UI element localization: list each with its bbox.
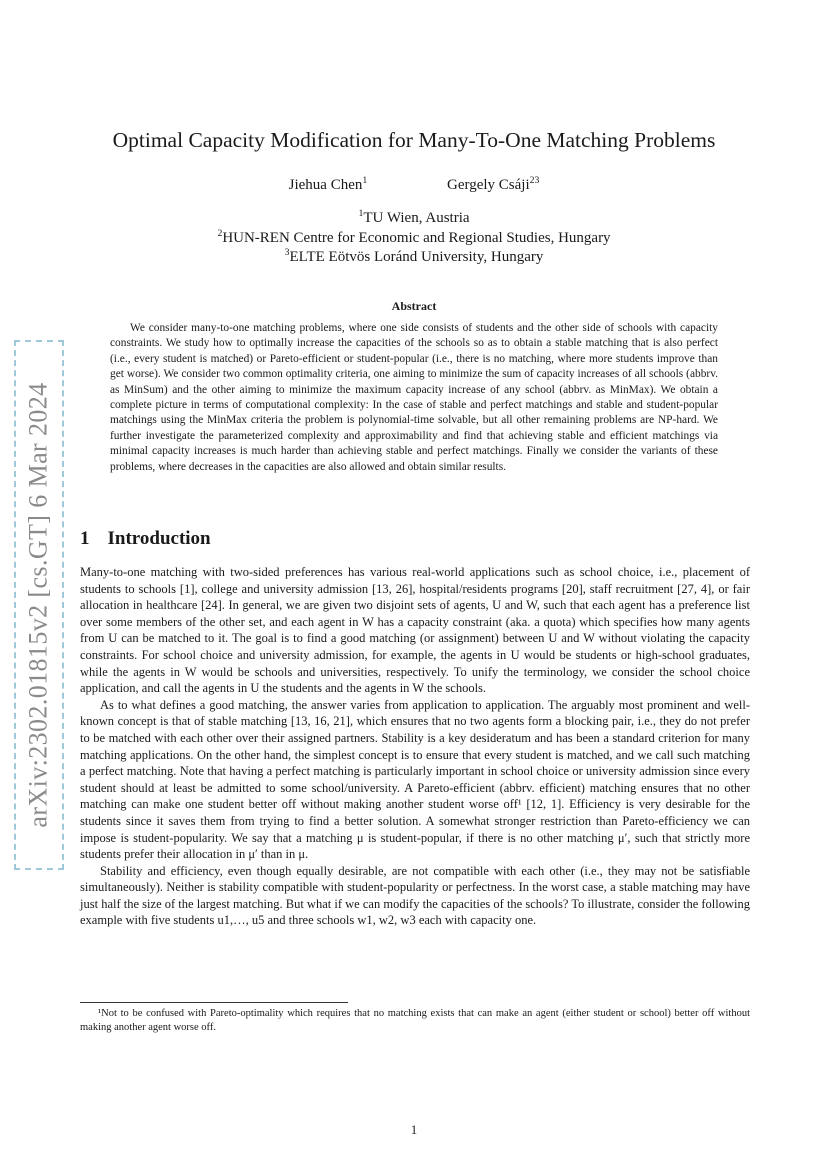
arxiv-side-stamp	[14, 340, 64, 870]
body-paragraph: As to what defines a good matching, the answer varies from application to application. The arguably most prominent and well-known concept is that of stable matching [13, 16, 21], which ensures that no two agents form a blocking pair, i.e., they do not prefer to be matched with each other over their assigned partners. Stability is a key desideratum and has been a standard criterion for many matching applications. On the other hand, the simplest concept is to ensure that every student is matched, and we call such matching a perfect matching. Note that having a perfect matching is particularly important in school choice or university admission since every student should at least be admitted to some school/university. A Pareto-efficient (abbrv. efficient) matching ensures that no other matching can make one student better off without making another student worse off¹ [12, 1]. Efficiency is very desirable for the students since it saves them from trying to find a better solution. A somewhat stronger restriction than Pareto-efficiency we can impose is student-popularity. We say that a matching μ is student-popular, if there is no other matching μ′, such that strictly more students prefer their allocation in μ′ than in μ.	[80, 697, 750, 862]
abstract-heading: Abstract	[391, 299, 437, 313]
author: Gergely Csáji$^{23}$	[446, 175, 540, 193]
section-title: Introduction	[107, 528, 211, 549]
section-number: 1	[80, 528, 90, 549]
affiliation: $^2$HUN-REN Centre for Economic and Regional Studies, Hungary	[217, 227, 611, 246]
affiliation-mark: 1	[362, 175, 368, 186]
page-number: 1	[410, 1123, 418, 1137]
section-body	[80, 564, 750, 929]
body-paragraph: Stability and efficiency, even though equally desirable, are not compatible with each other (i.e., they may not be satisfiable simultaneously). Neither is stability compatible with student-popularity or perfectness. In the worst case, a stable matching may have just half the size of the largest matching. But what if we can modify the capacities of the schools? To illustrate, consider the following example with five students u1,…, u5 and three schools w1, w2, w3 each with capacity one.	[80, 863, 750, 928]
abstract-text: We consider many-to-one matching problems, where one side consists of students and the other side of schools with capacity constraints. We study how to optimally increase the capacities of the schools so as to obtain a stable matching that is also perfect (i.e., every student is matched) or Pareto-efficient or student-popular (i.e., there is no matching, where more students improve than get worse). We consider two common optimality criteria, one aiming to minimize the sum of capacity increases of all schools (abbrv. as MinSum) and the other aiming to minimize the maximum capacity increase of any school (abbrv. as MinMax). We obtain a complete picture in terms of computational complexity: In the case of stable and perfect matchings and stable and student-popular matchings using the MinMax criteria the problem is polynomial-time solvable, but all other remaining problems are NP-hard. We further investigate the parameterized complexity and approximability and find that achieving stable and efficient matchings via minimal capacity increases is much harder than achieving stable and perfect matchings. Finally we consider the variants of these problems, where decreases in the capacities are also allowed and obtain similar results.	[110, 322, 718, 473]
author: Jiehua Chen$^1$	[288, 175, 368, 193]
affiliation: $^1$TU Wien, Austria	[358, 208, 470, 226]
affiliation: $^3$ELTE Eötvös Loránd University, Hungary	[284, 247, 544, 265]
footnote: ¹Not to be confused with Pareto-optimality which requires that no matching exists that can make an agent (either student or school) better off without making another agent worse off.	[80, 1008, 750, 1033]
footnote-rule	[80, 1002, 348, 1003]
affiliation-list	[0, 209, 828, 268]
section-heading	[80, 528, 211, 550]
body-paragraph: Many-to-one matching with two-sided preferences has various real-world applications such as school choice, i.e., placement of students to schools [1], college and university admission [13, 26], hospital/residents programs [20], staff recruitment [27, 4], or fair allocation in healthcare [24]. In general, we are given two disjoint sets of agents, U and W, such that each agent has a preference list over some members of the other set, and each agent in W has a capacity constraint (aka. a quota) which specifies how many agents from U can be matched to it. The goal is to find a good matching (or assignment) between U and W without violating the capacity constraints. For school choice and university admission, for example, the agents in U would be students or high-school graduates, while the agents in W would be schools and universities, respectively. To unify the terminology, we consider the school choice application, and call the agents in U the students and the agents in W the schools.	[80, 565, 750, 696]
paper-title: Optimal Capacity Modification for Many-To-One Matching Problems	[112, 128, 716, 152]
affiliation-mark: 23	[529, 175, 540, 186]
arxiv-identifier: arXiv:2302.01815v2 [cs.GT] 6 Mar 2024	[24, 382, 54, 828]
author-list	[0, 177, 828, 194]
